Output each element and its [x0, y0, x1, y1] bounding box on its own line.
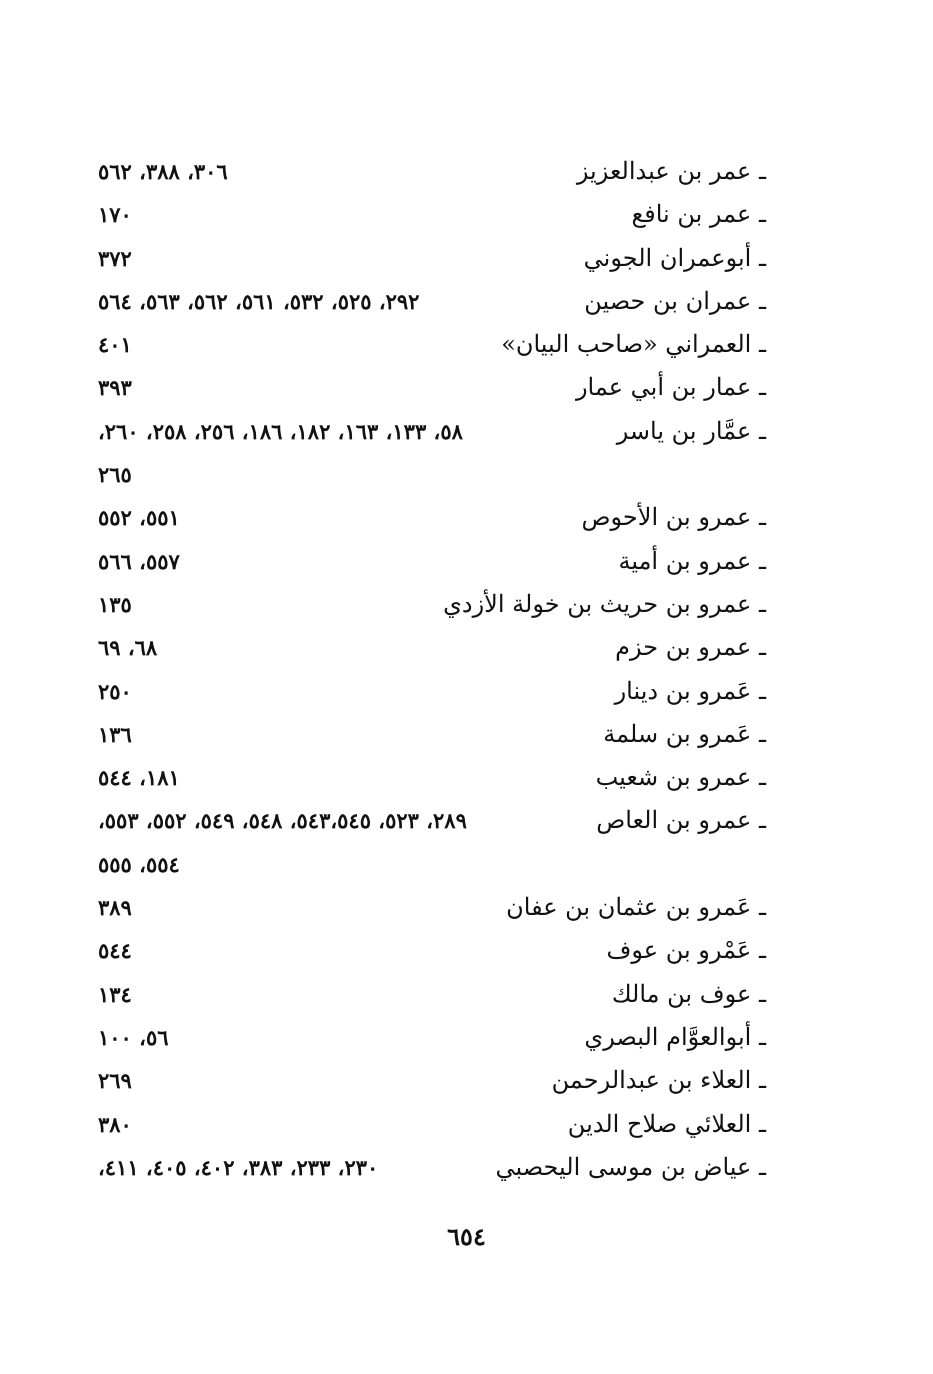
index-entry: [98, 237, 766, 280]
entry-pages: ٢٥٠: [98, 678, 132, 704]
entry-name: ـ عمرو بن شعيب: [595, 763, 766, 792]
entry-pages: ٣٨٩: [98, 895, 132, 921]
index-entry: [98, 410, 766, 453]
entry-pages: ١٨١، ٥٤٤: [98, 765, 180, 791]
entry-pages: ١٣٦: [98, 721, 132, 747]
index-entry: [98, 193, 766, 236]
entry-pages: ١٣٥: [98, 591, 132, 617]
entry-name: ـ عمران بن حصين: [584, 286, 766, 315]
entry-pages: ٥٥٧، ٥٦٦: [98, 548, 180, 574]
index-entry: [98, 929, 766, 972]
entry-name: ـ العلائي صلاح الدين: [567, 1109, 766, 1138]
index-entry: [98, 366, 766, 409]
index-entry: [98, 886, 766, 929]
entry-pages: ٥٨، ١٣٣، ١٦٣، ١٨٢، ١٨٦، ٢٥٦، ٢٥٨، ٢٦٠،: [98, 418, 463, 444]
entry-name: ـ أبوعمران الجوني: [583, 243, 766, 272]
index-entry: [98, 280, 766, 323]
page-number: ٦٥٤: [447, 1222, 486, 1251]
entry-pages: ١٣٤: [98, 981, 132, 1007]
index-entry: [98, 323, 766, 366]
entry-pages: ٥٥١، ٥٥٢: [98, 505, 180, 531]
entry-name: ـ عمار بن أبي عمار: [575, 373, 766, 402]
index-entry: [98, 1016, 766, 1059]
index-entry: [98, 756, 766, 799]
entry-pages: ٥٦، ١٠٠: [98, 1024, 169, 1050]
entry-pages: ٦٨، ٦٩: [98, 635, 158, 661]
entry-name: ـ عياض بن موسى اليحصبي: [495, 1152, 766, 1181]
entry-pages: ٢٦٥: [98, 462, 132, 488]
entry-name: ـ أبوالعوَّام البصري: [584, 1022, 766, 1051]
entry-name: ـ العمراني «صاحب البيان»: [501, 330, 766, 359]
entry-pages: ٣٠٦، ٣٨٨، ٥٦٢: [98, 159, 228, 184]
index-entries: [98, 150, 766, 1189]
entry-pages: ٣٧٢: [98, 245, 132, 271]
entry-name: ـ عَمرو بن سلمة: [603, 719, 766, 748]
entry-name: ـ عمر بن نافع: [631, 200, 766, 229]
index-entry: [98, 496, 766, 539]
entry-pages: ٣٨٠: [98, 1111, 132, 1137]
entry-name: ـ عمر بن عبدالعزيز: [576, 157, 766, 185]
entry-name: ـ عمرو بن حزم: [615, 633, 766, 662]
index-entry: [98, 670, 766, 713]
entry-name: ـ عمرو بن أمية: [618, 546, 766, 575]
entry-name: ـ عَمرو بن عثمان بن عفان: [506, 893, 766, 922]
entry-pages: ٢٣٠، ٢٣٣، ٣٨٣، ٤٠٢، ٤٠٥، ٤١١،: [98, 1154, 379, 1180]
index-entry-continuation: [98, 453, 766, 496]
index-entry: [98, 150, 766, 193]
entry-name: ـ عَمْرو بن عوف: [606, 936, 766, 965]
index-entry: [98, 583, 766, 626]
entry-name: ـ عَمرو بن دينار: [614, 676, 766, 705]
entry-pages: ٢٩٢، ٥٢٥، ٥٣٢، ٥٦١، ٥٦٢، ٥٦٣، ٥٦٤: [98, 288, 420, 314]
entry-name: ـ عمَّار بن ياسر: [616, 416, 766, 445]
entry-name: ـ العلاء بن عبدالرحمن: [551, 1066, 766, 1095]
index-entry: [98, 713, 766, 756]
entry-name: ـ عمرو بن حريث بن خولة الأزدي: [443, 589, 766, 618]
entry-pages: ٥٥٤، ٥٥٥: [98, 851, 180, 877]
index-entry: [98, 799, 766, 842]
index-entry: [98, 1103, 766, 1146]
entry-pages: ٢٦٩: [98, 1068, 132, 1094]
index-entry: [98, 540, 766, 583]
index-entry: [98, 973, 766, 1016]
entry-name: ـ عمرو بن الأحوص: [581, 503, 766, 532]
entry-pages: ٢٨٩، ٥٢٣، ٥٤٣،٥٤٥، ٥٤٨، ٥٤٩، ٥٥٢، ٥٥٣،: [98, 808, 467, 834]
index-entry: [98, 626, 766, 669]
entry-name: ـ عمرو بن العاص: [596, 806, 766, 835]
entry-name: ـ عوف بن مالك: [611, 979, 766, 1008]
entry-pages: ٤٠١: [98, 332, 132, 358]
index-entry: [98, 1146, 766, 1189]
entry-pages: ٥٤٤: [98, 938, 132, 964]
entry-pages: ٣٩٣: [98, 375, 132, 401]
index-entry: [98, 1059, 766, 1102]
entry-pages: ١٧٠: [98, 202, 132, 228]
index-entry-continuation: [98, 843, 766, 886]
